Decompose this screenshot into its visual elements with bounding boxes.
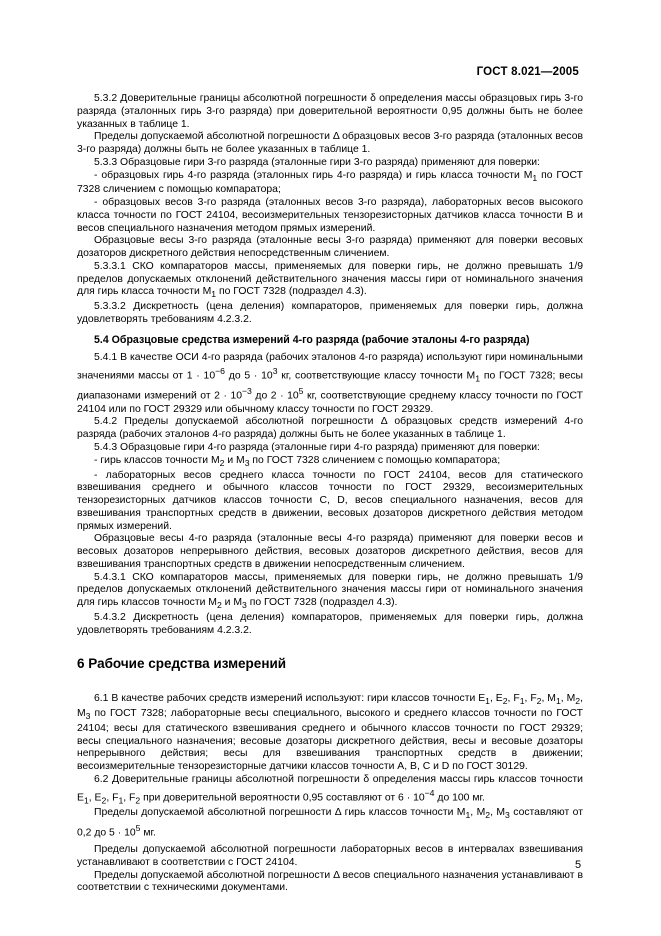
paragraph: 5.4.3 Образцовые гири 4-го разряда (эталонные гири 4-го разряда) применяют для поверки: xyxy=(94,441,540,453)
page-number: 5 xyxy=(575,859,582,871)
paragraph: Пределы допускаемой абсолютной погрешности Δ образцовых весов 3-го разряда (эталонных весов 3-го разряда) должны быть не более указанных в таблице 1. xyxy=(77,131,583,155)
paragraph: - гирь классов точности $M_2$ и $M_3$ по ГОСТ 7328 сличением с помощью компаратора; xyxy=(94,454,501,468)
paragraph: 5.4.3.2 Дискретность (цена деления) компараторов, применяемых для поверки гирь, должна удовлетворять требованиям 4.2.3.2. xyxy=(77,611,583,636)
paragraph: 5.4.3.1 СКО компараторов массы, применяемых для поверки гирь, не должно превышать 1/9 пределов допускаемых отклонений действительного значения массы гири от номинального значения для гирь классов точности $M_2$ и $M_3$ по ГОСТ 7328 (подраздел 4.3). xyxy=(77,571,583,611)
document-code-header: ГОСТ 8.021—2005 xyxy=(476,66,579,78)
paragraph: Образцовые весы 4-го разряда (эталонные весы 4-го разряда) применяют для поверки весов и весовых дозаторов непрерывного действия, весовых дозаторов дискретного действия, весов для взвешивания транспортных средств в движении непосредственным сличением. xyxy=(77,533,583,570)
paragraph: 5.4.2 Пределы допускаемой абсолютной погрешности Δ образцовых средств измерений 4-го разряда (рабочих эталонов 4-го разряда) должны быть не более указанных в таблице 1. xyxy=(77,416,583,441)
paragraph: Пределы допускаемой абсолютной погрешности Δ гирь классов точности $M_1$, $M_2$, $M_3$ составляют от 0,2 до $5 \cdot 10^5$ мг. xyxy=(77,807,583,839)
page-body xyxy=(77,93,583,895)
paragraph: 5.3.2 Доверительные границы абсолютной погрешности δ определения массы образцовых гирь 3-го разряда (эталонных гирь 3-го разряда) при доверительной вероятности 0,95 должны быть не более указанных в таблице 1. xyxy=(77,93,583,130)
paragraph: 6.1 В качестве рабочих средств измерений используют: гири классов точности $E_1$, $E_2$, $F_1$, $F_2$, $M_1$, $M_2$, $M_3$ по ГОСТ 7328; лабораторные весы специального, высокого и среднего классов точности по ГОСТ 24104; весы для статического взвешивания среднего и обычного классов точности по ГОСТ 29329; весы специального назначения; весовые дозаторы дискретного действия, весы и весовые дозаторы непрерывного действия; весы для взвешивания транспортных средств в движении; весоизмерительные тензорезисторные датчики классов точности A, B, C и D по ГОСТ 30129. xyxy=(77,693,583,773)
paragraph: 5.4.1 В качестве ОСИ 4-го разряда (рабочих эталонов 4-го разряда) используют гири номинальными значениями массы от $1 \cdot 10^{-6}$ до $5 \cdot 10^3$ кг, соответствующие классу точности $M_1$ по ГОСТ 7328; весы диапазонами измерений от $2 \cdot 10^{-3}$ до $2 \cdot 10^5$ кг, соответствующие среднему классу точности по ГОСТ 24104 или по ГОСТ 29329 или обычному классу точности по ГОСТ 29329. xyxy=(77,352,584,415)
paragraph: - образцовых гирь 4-го разряда (эталонных гирь 4-го разряда) и гирь класса точности $M_1$ по ГОСТ 7328 сличением с помощью компаратора; xyxy=(77,169,584,196)
paragraph: - лабораторных весов среднего класса точности по ГОСТ 24104, весов для статического взвешивания среднего и обычного классов точности по ГОСТ 29329, весоизмерительных тензорезисторных датчиков классов точности C, D, весов специального назначения, весов для взвешивания транспортных средств в движении, весовых дозаторов дискретного действия методом прямых измерений. xyxy=(77,469,583,532)
paragraph: 5.3.3.1 СКО компараторов массы, применяемых для поверки гирь, не должно превышать 1/9 пределов допускаемых отклонений действительного значения массы гири от номинального значения для гирь класса точности $M_1$ по ГОСТ 7328 (подраздел 4.3). xyxy=(77,260,583,300)
paragraph: Пределы допускаемой абсолютной погрешности лабораторных весов в интервалах взвешивания устанавливают в соответствии с ГОСТ 24104. xyxy=(77,844,583,868)
paragraph: 5.3.3 Образцовые гири 3-го разряда (эталонные гири 3-го разряда) применяют для поверки: xyxy=(94,156,540,168)
paragraph: 5.3.3.2 Дискретность (цена деления) компараторов, применяемых для поверки гирь, должна удовлетворять требованиям 4.2.3.2. xyxy=(77,301,583,325)
subsection-heading: 5.4 Образцовые средства измерений 4-го разряда (рабочие эталоны 4-го разряда) xyxy=(94,333,530,346)
paragraph: Образцовые весы 3-го разряда (эталонные весы 3-го разряда) применяют для поверки весовых дозаторов дискретного действия непосредственным сличением. xyxy=(77,235,583,260)
paragraph: - образцовых весов 3-го разряда (эталонных весов 3-го разряда), лабораторных весов высокого класса точности по ГОСТ 24104, весоизмерительных тензорезисторных датчиков класса точности B и весов специального назначения методом прямых измерений. xyxy=(77,197,583,234)
section-heading: 6 Рабочие средства измерений xyxy=(77,656,287,672)
paragraph: Пределы допускаемой абсолютной погрешности Δ весов специального назначения устанавливают в соответствии с техническими документами. xyxy=(77,869,583,894)
paragraph: 6.2 Доверительные границы абсолютной погрешности δ определения массы гирь классов точности $E_1$, $E_2$, $F_1$, $F_2$ при доверительной вероятности 0,95 составляют от $6 \cdot 10^{-4}$ до 100 мг. xyxy=(77,773,583,806)
